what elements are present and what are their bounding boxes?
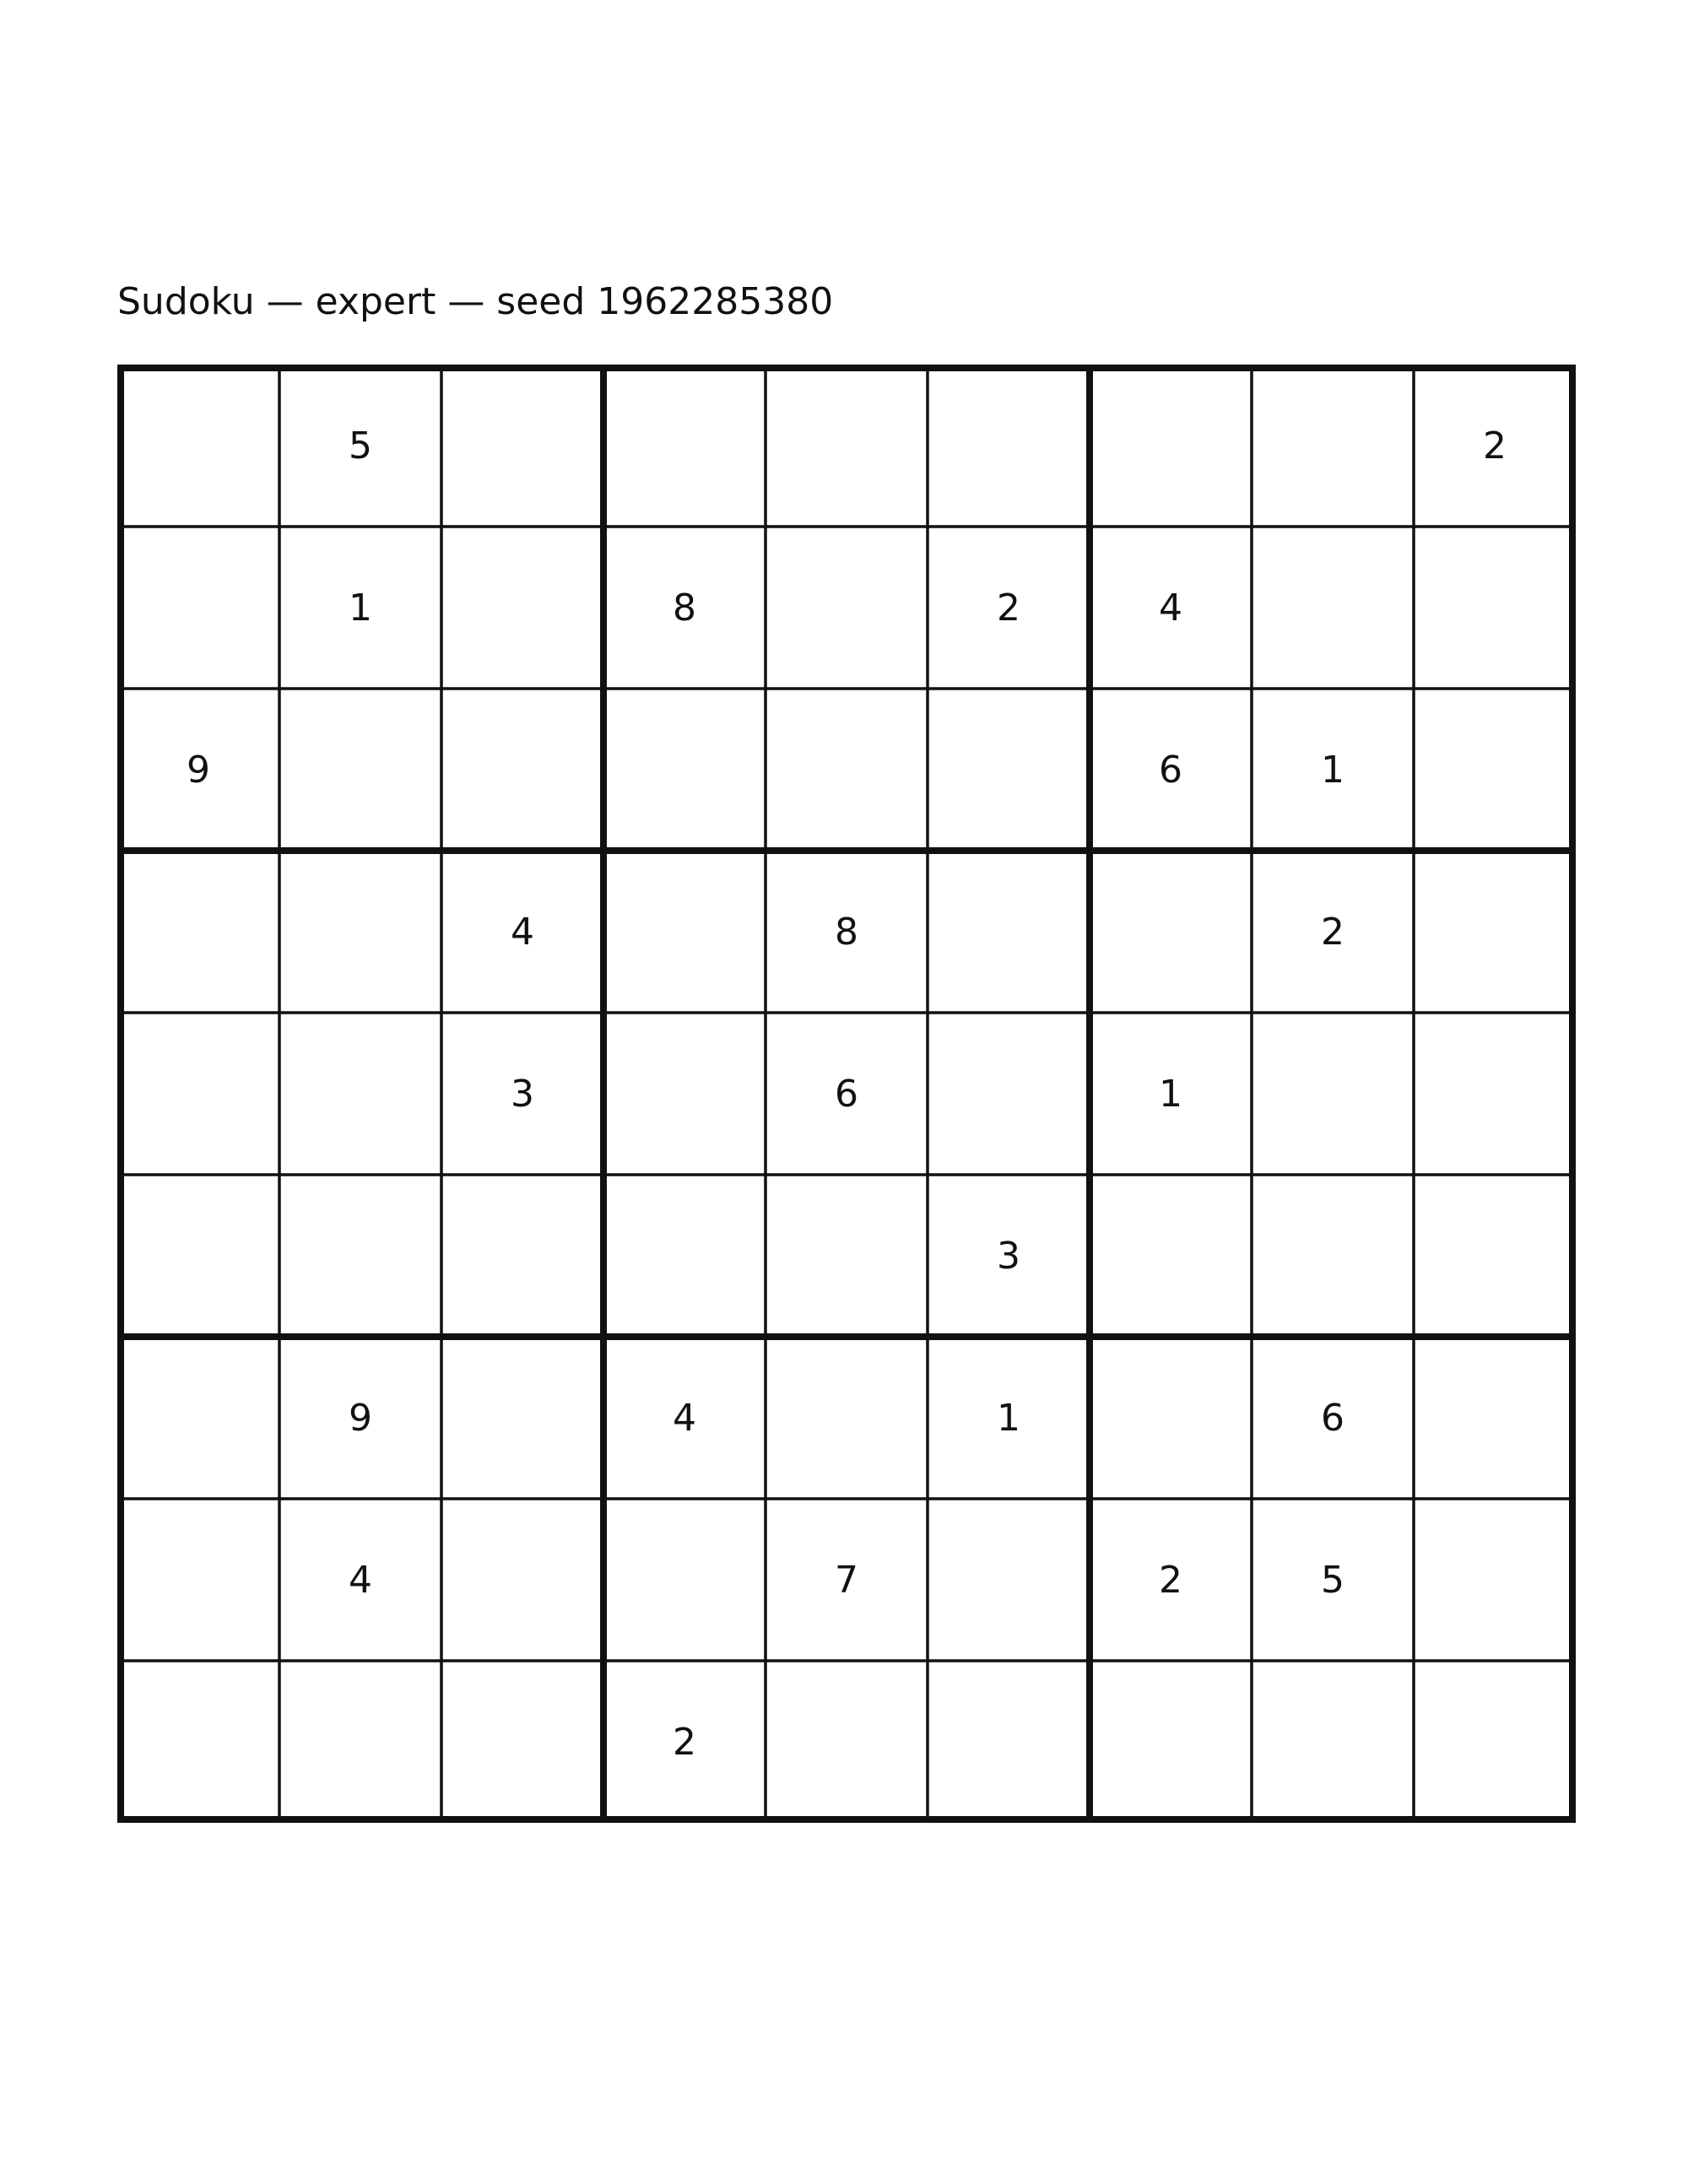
sudoku-cell-r7-c1[interactable]: [117, 1337, 279, 1499]
sudoku-cell-r8-c7[interactable]: 2: [1159, 1558, 1182, 1602]
sudoku-cell-r5-c2[interactable]: [279, 1013, 441, 1175]
sudoku-cell-r1-c3[interactable]: [441, 365, 603, 527]
sudoku-cell-r5-c5[interactable]: 6: [835, 1072, 858, 1116]
sudoku-cell-r6-c5[interactable]: [766, 1175, 928, 1337]
sudoku-cell-r4-c1[interactable]: [117, 851, 279, 1013]
sudoku-cell-r5-c4[interactable]: [603, 1013, 766, 1175]
sudoku-cell-r3-c2[interactable]: [279, 689, 441, 851]
sudoku-cell-r9-c4[interactable]: 2: [673, 1720, 696, 1764]
sudoku-cell-r2-c7[interactable]: 4: [1159, 586, 1182, 630]
sudoku-cell-r6-c3[interactable]: [441, 1175, 603, 1337]
sudoku-cell-r1-c6[interactable]: [928, 365, 1090, 527]
sudoku-cell-r2-c1[interactable]: [117, 527, 279, 689]
sudoku-cell-r4-c7[interactable]: [1090, 851, 1252, 1013]
sudoku-cell-r4-c2[interactable]: [279, 851, 441, 1013]
sudoku-cell-r7-c5[interactable]: [766, 1337, 928, 1499]
sudoku-cell-r6-c8[interactable]: [1252, 1175, 1414, 1337]
sudoku-cell-r2-c2[interactable]: 1: [349, 586, 372, 630]
sudoku-cell-r8-c4[interactable]: [603, 1499, 766, 1661]
sudoku-cell-r4-c8[interactable]: 2: [1321, 910, 1344, 954]
sudoku-cell-r3-c7[interactable]: 6: [1159, 748, 1182, 792]
sudoku-cell-r8-c9[interactable]: [1414, 1499, 1576, 1661]
sudoku-cell-r3-c5[interactable]: [766, 689, 928, 851]
sudoku-cell-r8-c2[interactable]: 4: [349, 1558, 372, 1602]
sudoku-cell-r6-c6[interactable]: 3: [997, 1234, 1020, 1278]
sudoku-cell-r6-c9[interactable]: [1414, 1175, 1576, 1337]
sudoku-cell-r9-c5[interactable]: [766, 1661, 928, 1823]
sudoku-cell-r6-c2[interactable]: [279, 1175, 441, 1337]
sudoku-cell-r7-c6[interactable]: 1: [997, 1396, 1020, 1440]
sudoku-cell-r4-c9[interactable]: [1414, 851, 1576, 1013]
sudoku-cell-r1-c5[interactable]: [766, 365, 928, 527]
sudoku-cell-r9-c7[interactable]: [1090, 1661, 1252, 1823]
sudoku-cell-r8-c5[interactable]: 7: [835, 1558, 858, 1602]
sudoku-cell-r9-c6[interactable]: [928, 1661, 1090, 1823]
sudoku-cell-r7-c4[interactable]: 4: [673, 1396, 696, 1440]
sudoku-cell-r3-c8[interactable]: 1: [1321, 748, 1344, 792]
sudoku-cell-r5-c7[interactable]: 1: [1159, 1072, 1182, 1116]
sudoku-cell-r9-c3[interactable]: [441, 1661, 603, 1823]
sudoku-cell-r2-c6[interactable]: 2: [997, 586, 1020, 630]
sudoku-cell-r1-c1[interactable]: [117, 365, 279, 527]
sudoku-cell-r7-c3[interactable]: [441, 1337, 603, 1499]
sudoku-cell-r3-c3[interactable]: [441, 689, 603, 851]
sudoku-cell-r8-c3[interactable]: [441, 1499, 603, 1661]
puzzle-title: Sudoku — expert — seed 1962285380: [117, 280, 834, 323]
sudoku-cell-r2-c4[interactable]: 8: [673, 586, 696, 630]
sudoku-cell-r9-c1[interactable]: [117, 1661, 279, 1823]
sudoku-cell-r6-c1[interactable]: [117, 1175, 279, 1337]
sudoku-cell-r9-c2[interactable]: [279, 1661, 441, 1823]
sudoku-cell-r3-c4[interactable]: [603, 689, 766, 851]
sudoku-cell-r4-c6[interactable]: [928, 851, 1090, 1013]
sudoku-cell-r5-c1[interactable]: [117, 1013, 279, 1175]
sudoku-cell-r4-c3[interactable]: 4: [511, 910, 534, 954]
sudoku-cell-r3-c6[interactable]: [928, 689, 1090, 851]
sudoku-board: [117, 365, 1576, 1823]
sudoku-cell-r6-c7[interactable]: [1090, 1175, 1252, 1337]
sudoku-cell-r9-c9[interactable]: [1414, 1661, 1576, 1823]
sudoku-cell-r4-c5[interactable]: 8: [835, 910, 858, 954]
sudoku-cell-r5-c9[interactable]: [1414, 1013, 1576, 1175]
sudoku-cell-r1-c9[interactable]: 2: [1483, 424, 1507, 468]
sudoku-cell-r3-c1[interactable]: 9: [187, 748, 210, 792]
sudoku-cell-r2-c9[interactable]: [1414, 527, 1576, 689]
sudoku-cell-r7-c7[interactable]: [1090, 1337, 1252, 1499]
sudoku-cell-r6-c4[interactable]: [603, 1175, 766, 1337]
sudoku-cell-r5-c3[interactable]: 3: [511, 1072, 534, 1116]
sudoku-cell-r7-c8[interactable]: 6: [1321, 1396, 1344, 1440]
sudoku-cell-r1-c4[interactable]: [603, 365, 766, 527]
sudoku-cell-r3-c9[interactable]: [1414, 689, 1576, 851]
sudoku-cell-r5-c8[interactable]: [1252, 1013, 1414, 1175]
sudoku-cell-r1-c8[interactable]: [1252, 365, 1414, 527]
sudoku-cell-r2-c5[interactable]: [766, 527, 928, 689]
sudoku-cell-r8-c1[interactable]: [117, 1499, 279, 1661]
sudoku-cell-r8-c8[interactable]: 5: [1321, 1558, 1344, 1602]
sudoku-cell-r8-c6[interactable]: [928, 1499, 1090, 1661]
sudoku-cell-r9-c8[interactable]: [1252, 1661, 1414, 1823]
sudoku-cell-r1-c7[interactable]: [1090, 365, 1252, 527]
sudoku-cell-r5-c6[interactable]: [928, 1013, 1090, 1175]
sudoku-cell-r4-c4[interactable]: [603, 851, 766, 1013]
sudoku-cell-r2-c3[interactable]: [441, 527, 603, 689]
sudoku-cell-r1-c2[interactable]: 5: [349, 424, 372, 468]
sudoku-cell-r2-c8[interactable]: [1252, 527, 1414, 689]
sudoku-cell-r7-c2[interactable]: 9: [349, 1396, 372, 1440]
sudoku-cell-r7-c9[interactable]: [1414, 1337, 1576, 1499]
